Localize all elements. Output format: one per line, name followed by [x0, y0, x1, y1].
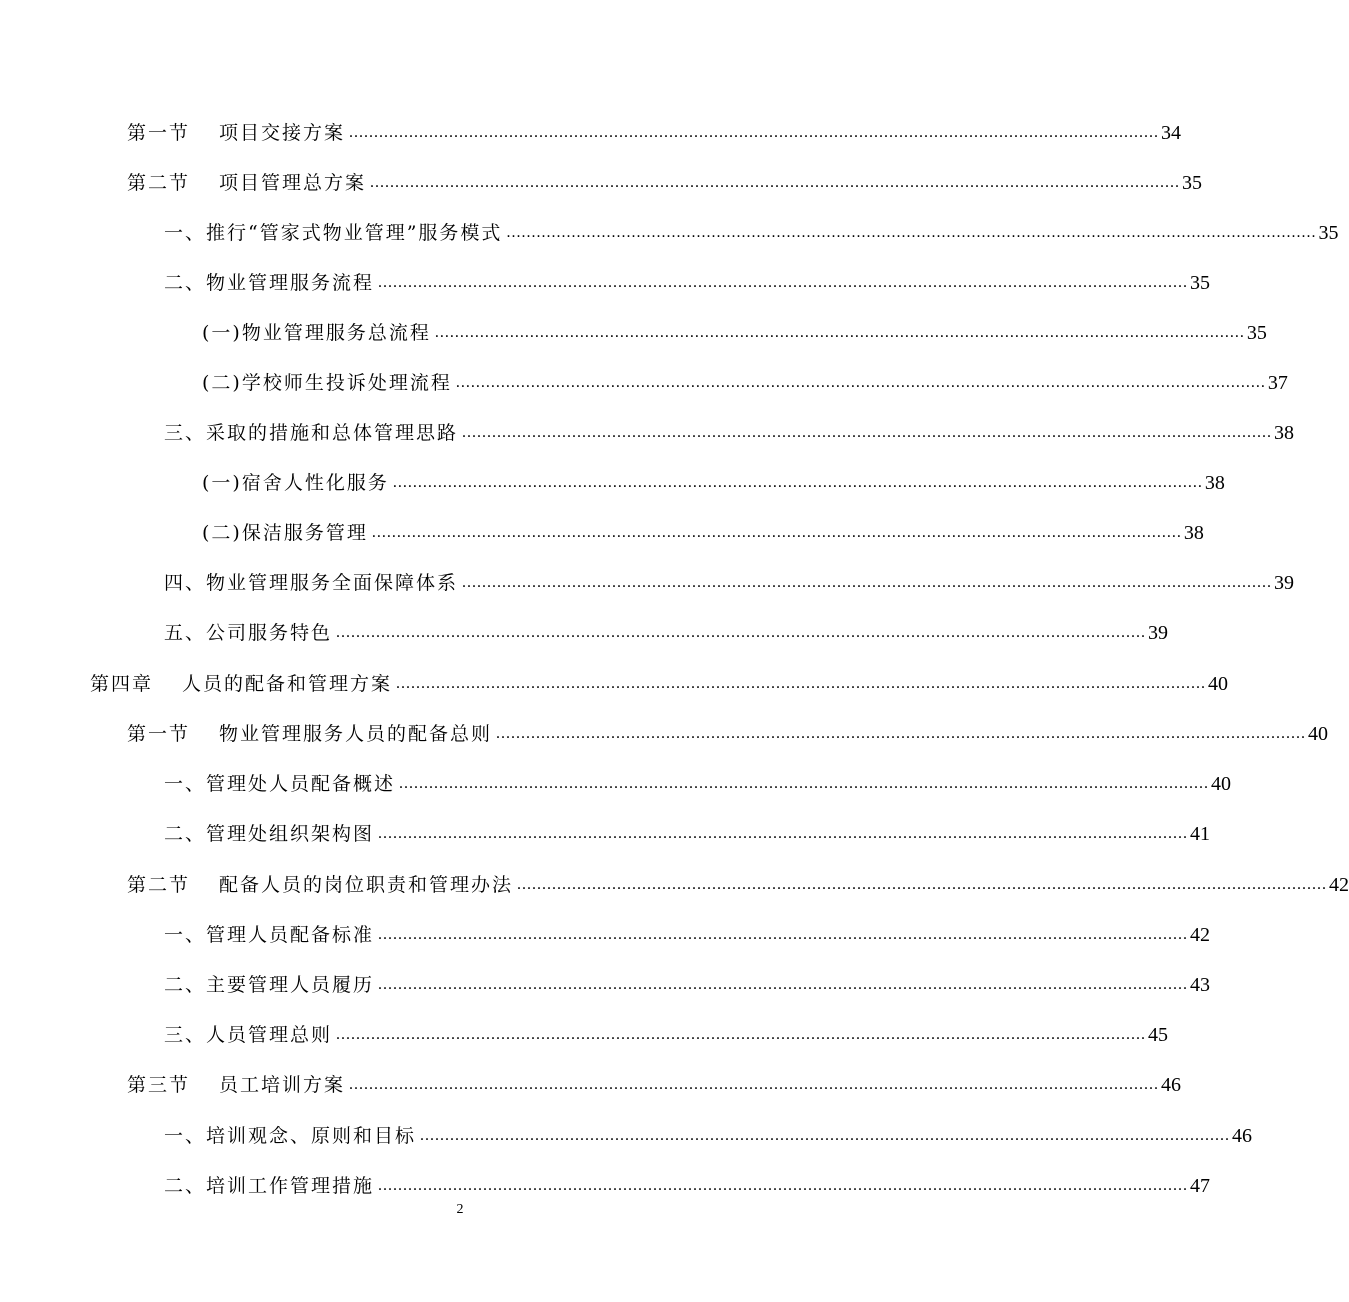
toc-leader-dots: .................................................................................................................................................................. [392, 474, 1203, 491]
toc-leader-dots: .................................................................................................................................................................. [396, 675, 1207, 692]
toc-entry-label: 二、物业管理服务流程 [164, 272, 375, 294]
toc-entry-section[interactable] [127, 715, 1329, 745]
toc-leader-dots: .................................................................................................................................................................. [506, 224, 1317, 241]
toc-entry-item[interactable] [164, 1016, 1169, 1046]
toc-leader-dots: .................................................................................................................................................................. [462, 424, 1273, 441]
toc-entry-page: 37 [1267, 372, 1288, 394]
toc-entry-page: 46 [1161, 1074, 1182, 1096]
toc-entry-item[interactable] [164, 1117, 1253, 1147]
toc-entry-page: 38 [1274, 422, 1295, 444]
toc-entry-page: 42 [1190, 924, 1211, 946]
toc-entry-page: 35 [1318, 222, 1339, 244]
toc-entry-label: 二、管理处组织架构图 [164, 823, 375, 845]
toc-entry-label: (一)物业管理服务总流程 [202, 322, 431, 344]
toc-entry-page: 45 [1148, 1024, 1169, 1046]
toc-entry-item[interactable] [164, 214, 1339, 244]
toc-entry-label: 第四章 人员的配备和管理方案 [90, 673, 393, 695]
toc-entry-label: 二、主要管理人员履历 [164, 974, 375, 996]
toc-leader-dots: .................................................................................................................................................................. [434, 324, 1245, 341]
toc-entry-chapter[interactable] [90, 665, 1229, 695]
toc-leader-dots: .................................................................................................................................................................. [517, 876, 1328, 893]
toc-leader-dots: .................................................................................................................................................................. [378, 825, 1189, 842]
toc-leader-dots: .................................................................................................................................................................. [496, 725, 1307, 742]
toc-entry-label: 三、采取的措施和总体管理思路 [164, 422, 459, 444]
toc-entry-label: 五、公司服务特色 [164, 622, 333, 644]
toc-entry-page: 38 [1204, 472, 1225, 494]
toc-leader-dots: .................................................................................................................................................................. [371, 524, 1182, 541]
toc-entry-page: 38 [1183, 522, 1204, 544]
toc-entry-label: 二、培训工作管理措施 [164, 1175, 375, 1197]
toc-entry-label: (一)宿舍人性化服务 [202, 472, 389, 494]
toc-entry-label: 一、培训观念、原则和目标 [164, 1125, 417, 1147]
toc-entry-item[interactable] [164, 916, 1211, 946]
toc-entry-subitem[interactable] [202, 364, 1288, 394]
toc-entry-page: 43 [1190, 974, 1211, 996]
toc-entry-page: 39 [1148, 622, 1169, 644]
toc-entry-item[interactable] [164, 966, 1211, 996]
toc-entry-page: 35 [1182, 172, 1203, 194]
toc-entry-item[interactable] [164, 264, 1211, 294]
toc-entry-page: 35 [1246, 322, 1267, 344]
toc-entry-subitem[interactable] [202, 514, 1204, 544]
toc-entry-page: 39 [1274, 572, 1295, 594]
toc-entry-page: 40 [1208, 673, 1229, 695]
toc-entry-label: 第二节 配备人员的岗位职责和管理办法 [127, 874, 514, 896]
toc-leader-dots: .................................................................................................................................................................. [462, 574, 1273, 591]
toc-leader-dots: .................................................................................................................................................................. [399, 775, 1210, 792]
toc-entry-item[interactable] [164, 414, 1295, 444]
toc-entry-page: 41 [1190, 823, 1211, 845]
toc-entry-page: 47 [1190, 1175, 1211, 1197]
toc-entry-label: 第一节 项目交接方案 [127, 122, 346, 144]
toc-entry-label: 一、推行“管家式物业管理”服务模式 [164, 222, 503, 244]
toc-entry-item[interactable] [164, 1167, 1211, 1197]
toc-entry-label: 第一节 物业管理服务人员的配备总则 [127, 723, 493, 745]
toc-entry-section[interactable] [127, 164, 1203, 194]
toc-entry-page: 40 [1211, 773, 1232, 795]
page-number: 2 [456, 1202, 464, 1217]
toc-entry-page: 42 [1329, 874, 1349, 896]
toc-entry-label: 四、物业管理服务全面保障体系 [164, 572, 459, 594]
toc-leader-dots: .................................................................................................................................................................. [455, 374, 1266, 391]
toc-leader-dots: .................................................................................................................................................................. [378, 926, 1189, 943]
toc-entry-page: 46 [1232, 1125, 1253, 1147]
toc-entry-section[interactable] [127, 114, 1182, 144]
toc-entry-item[interactable] [164, 815, 1211, 845]
toc-leader-dots: .................................................................................................................................................................. [336, 624, 1147, 641]
toc-entry-page: 34 [1161, 122, 1182, 144]
toc-leader-dots: .................................................................................................................................................................. [349, 1076, 1160, 1093]
toc-entry-label: 第三节 员工培训方案 [127, 1074, 346, 1096]
toc-entry-label: 三、人员管理总则 [164, 1024, 333, 1046]
toc-entry-section[interactable] [127, 1066, 1182, 1096]
toc-entry-label: 一、管理处人员配备概述 [164, 773, 396, 795]
toc-entry-label: 一、管理人员配备标准 [164, 924, 375, 946]
toc-entry-subitem[interactable] [202, 464, 1225, 494]
toc-entry-subitem[interactable] [202, 314, 1267, 344]
toc-leader-dots: .................................................................................................................................................................. [349, 124, 1160, 141]
toc-entry-page: 40 [1308, 723, 1329, 745]
toc-leader-dots: .................................................................................................................................................................. [336, 1026, 1147, 1043]
toc-entry-item[interactable] [164, 614, 1169, 644]
toc-leader-dots: .................................................................................................................................................................. [370, 174, 1181, 191]
toc-leader-dots: .................................................................................................................................................................. [378, 976, 1189, 993]
toc-entry-page: 35 [1190, 272, 1211, 294]
toc-entry-item[interactable] [164, 564, 1295, 594]
toc-leader-dots: .................................................................................................................................................................. [420, 1127, 1231, 1144]
toc-entry-section[interactable] [127, 866, 1349, 896]
toc-entry-label: (二)保洁服务管理 [202, 522, 368, 544]
toc-entry-item[interactable] [164, 765, 1232, 795]
toc-entry-label: (二)学校师生投诉处理流程 [202, 372, 452, 394]
toc-leader-dots: .................................................................................................................................................................. [378, 274, 1189, 291]
toc-entry-label: 第二节 项目管理总方案 [127, 172, 367, 194]
toc-leader-dots: .................................................................................................................................................................. [378, 1177, 1189, 1194]
